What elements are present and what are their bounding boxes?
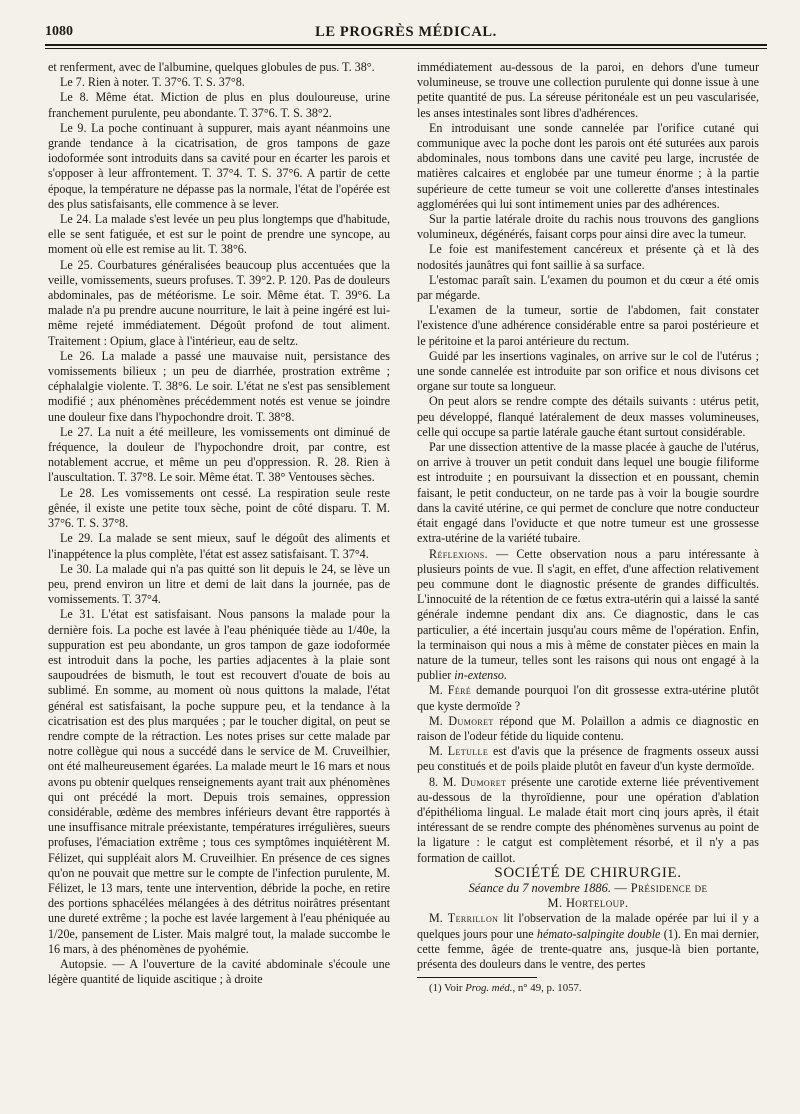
reflexions-paragraph bbox=[417, 547, 759, 684]
speaker-prefix: M. bbox=[429, 713, 449, 728]
paragraph: Le 27. La nuit a été meilleure, les vomissements ont diminué de fréquence, la douleur de l'hypochondre droit, par contre, est notablement accrue, et même un peu d'oppression. R. 28. Rien à l'auscultation. T. 37°8. Le soir. Même état. T. 38° Ventouses sèches. bbox=[48, 424, 390, 485]
seance-president: M. Horteloup. bbox=[547, 896, 629, 911]
reflexions-text: — Cette observation nous a paru intéressante à plusieurs points de vue. Il s'agit, en effet, d'une affection relativement peu commune dont le diagnostic présente de grandes difficultés. L'innocuité de la rétention de ce fœtus extra-utérin qui a laissé la santé générale indemne pendant dix ans. Ce diagnostic, dans le cas particulier, a été incertain jusqu'au cours même de l'opération. Enfin, la terminaison qui nous a mis à même de constater pièces en main la nature de la tumeur, telles sont les raisons qui nous ont engagé à la publier bbox=[417, 546, 759, 683]
paragraph: immédiatement au-dessous de la paroi, en dehors d'une tumeur volumineuse, se trouve une collection purulente qui donne issue à une petite quantité de pus. La séreuse péritonéale est un peu vascularisée, les anses intestinales sont libres d'adhérences. bbox=[417, 60, 759, 120]
discussion-text: répond que M. Polaillon a admis ce diagnostic en raison de l'odeur fétide du liquide contenu. bbox=[417, 713, 759, 743]
speaker-prefix: M. bbox=[429, 744, 448, 759]
paragraph: Le 28. Les vomissements ont cessé. La respiration seule reste gênée, il existe une petite toux sèche, point de côté disparu. T. M. 37°6. T. S. 37°8. bbox=[48, 485, 390, 531]
discussion-text: présente une carotide externe liée préventivement au-dessous de la thyroïdienne, pour une opération d'ablation d'épithélioma lingual. Le malade était mort cinq jours après, il était intéressant de se rendre compte des phénomènes survenus au point de la ligature : le catgut est complètement résorbé, et il n'y a pas formation de caillot. bbox=[417, 774, 759, 865]
discussion-paragraph bbox=[417, 714, 759, 744]
paragraph: Sur la partie latérale droite du rachis nous trouvons des ganglions volumineux, dégénérés, faisant corps pour ainsi dire avec la tumeur. bbox=[417, 212, 759, 242]
speaker-name: Féré bbox=[447, 683, 472, 698]
paragraph bbox=[417, 911, 759, 972]
paragraph: En introduisant une sonde cannelée par l'orifice cutané qui communique avec la poche dont les parois ont été suturées aux parois abdominales, nous tombons dans une cavité peu large, incrustée de matières calcaires et englobée par une tumeur énorme ; à la partie supérieure de cette tumeur se voit une collerette d'anses intestinales agglomérées qui lui sont intimement unies par des adhérences. bbox=[417, 120, 759, 211]
header-rule-thin bbox=[45, 48, 767, 49]
paragraph: Le foie est manifestement cancéreux et présente çà et là des nodosités jaunâtres qui font saillie à sa surface. bbox=[417, 242, 759, 272]
footnote-text: , n° 49, p. 1057. bbox=[512, 982, 582, 995]
speaker-name: Dumoret bbox=[461, 774, 507, 789]
paragraph: Le 8. Même état. Miction de plus en plus douloureuse, urine franchement purulente, peu abondante. T. 37°6. T. S. 38°2. bbox=[48, 90, 390, 120]
seance-presidence: — Présidence de bbox=[610, 880, 708, 895]
left-column bbox=[48, 60, 390, 987]
discussion-text: demande pourquoi l'on dit grossesse extra-utérine plutôt que kyste dermoïde ? bbox=[417, 683, 759, 713]
speaker-name: Terrillon bbox=[447, 911, 499, 926]
paragraph: Le 30. La malade qui n'a pas quitté son lit depuis le 24, se lève un peu, prend environ un litre et demi de lait dans la journée, pas de vomissements. T. 37°4. bbox=[48, 561, 390, 607]
paragraph: On peut alors se rendre compte des détails suivants : utérus petit, peu développé, flanqué latéralement de deux masses volumineuses, celle qui occupe sa partie latérale gauche étant surtout considérable. bbox=[417, 394, 759, 439]
journal-title: LE PROGRÈS MÉDICAL. bbox=[315, 24, 497, 40]
page-number: 1080 bbox=[45, 24, 73, 39]
paragraph: Le 7. Rien à noter. T. 37°6. T. S. 37°8. bbox=[60, 75, 245, 90]
reflexions-label: Réflexions. bbox=[429, 546, 489, 561]
seance-line bbox=[417, 881, 759, 896]
paragraph: Le 29. La malade se sent mieux, sauf le dégoût des aliments et l'inappétence la plus complète, l'état est assez satisfaisant. T. 37°4. bbox=[48, 531, 390, 561]
page-header bbox=[45, 22, 767, 42]
paragraph: Guidé par les insertions vaginales, on arrive sur le col de l'utérus ; une sonde cannelée est introduite par son orifice et nous divisons cet organe sur toute sa longueur. bbox=[417, 348, 759, 394]
paragraph-text: lit l'observation de la malade opérée par lui il y a quelques jours pour une bbox=[417, 911, 759, 941]
speaker-prefix: 8. M. bbox=[429, 774, 462, 789]
footnote-text: (1) Voir bbox=[429, 982, 466, 995]
seance-date: Séance du 7 novembre 1886. bbox=[468, 880, 611, 895]
paragraph: Le 24. La malade s'est levée un peu plus longtemps que d'habitude, elle se sent fatiguée, et est sur le point de prendre une syncope, au moment où elle est remise au lit. T. 38°6. bbox=[48, 212, 390, 257]
speaker-prefix: M. bbox=[429, 683, 448, 698]
footnote-italic: Prog. méd. bbox=[465, 982, 513, 995]
paragraph: Le 31. L'état est satisfaisant. Nous pansons la malade pour la dernière fois. La poche est lavée à l'eau phéniquée tiède au 1/40e, la suppuration est peu abondante, un gros tampon de gaze iodoformée est introduit dans la poche, les parties adjacentes à la plaie sont saupoudrées de bismuth, le tout est recouvert d'ouate de bois au sublimé. En somme, au moment où nous quittons la malade, l'état général est satisfaisant, la poche suppure peu, et la tendance à la cicatrisation est des plus marquées ; par le toucher digital, on peut se rendre compte de la rétraction. Les notes prises sur cette malade par notre collègue qui nous a succédé dans le service de M. Cruveilhier, ont été malheureusement égarées. La malade meurt le 16 mars et nous avons pu obtenir quelques renseignements ayant trait aux phénomènes qui ont précédé la mort. Depuis trois semaines, oppression considérable, œdème des membres inférieurs devant être rapportés à une insuffisance mitrale préexistante, températures irrégulières, sueurs profuses, l'émaciation extrême ; tous ces symptômes inquiétèrent M. Félizet, qui suppléait alors M. Cruveilhier. En présence de ces signes qu'on ne pouvait que mettre sur le compte de l'infection purulente, M. Félizet, le 13 mars, tente une intervention, débride la poche, en retire des portions sphacélées mélangées à des détritus noirâtres présentant une dureté extrême ; la poche est lavée largement à l'eau phéniquée au 1/20e, pansement de Lister. Mais malgré tout, la malade succombe le 16 mars, à des phénomènes de pyohémie. bbox=[48, 607, 390, 956]
paragraph: Le 9. La poche continuant à suppurer, mais ayant néanmoins une grande tendance à la cicatrisation, de gros tampons de gaze iodoformée sont introduits dans sa cavité pour en écarter les parois et s'opposer à leur affrontement. T. 37°4. T. S. 37°6. A partir de cette époque, la température ne dépasse pas la normale, l'état de l'opérée est des plus satisfaisants, elle commence à se lever. bbox=[48, 120, 390, 211]
paragraph: Autopsie. — A l'ouverture de la cavité abdominale s'écoule une légère quantité de liquide ascitique ; à droite bbox=[48, 956, 390, 987]
header-rule-thick bbox=[45, 44, 767, 46]
paragraph: L'estomac paraît sain. L'examen du poumon et du cœur a été omis par mégarde. bbox=[417, 272, 759, 303]
paragraph: L'examen de la tumeur, sortie de l'abdomen, fait constater l'existence d'une adhérence considérable entre sa paroi postérieure et le péritoine et la paroi antérieure du rectum. bbox=[417, 303, 759, 348]
reflexions-italic: in-extenso. bbox=[454, 668, 508, 683]
footnote bbox=[417, 981, 759, 996]
paragraph-text: (1). En mai dernier, cette femme, âgée de trente-quatre ans, jusque-là bien portante, présenta des douleurs dans le ventre, des pertes bbox=[417, 926, 760, 971]
right-column bbox=[417, 60, 759, 996]
paragraph: Par une dissection attentive de la masse placée à gauche de l'utérus, on arrive à trouver un petit conduit dans lequel une bougie filiforme est introduite ; en poursuivant la dissection et en poussant, chemin faisant, le petit conducteur, on ne tarde pas à voir la bougie sourdre dans la cavité utérine, ce qui permet de conclure que notre conducteur était engagé dans l'oviducte et que notre tumeur est une grossesse extra-utérine de la variété tubaire. bbox=[417, 440, 759, 546]
speaker-name: Dumoret bbox=[448, 713, 494, 728]
discussion-text: est d'avis que la présence de fragments osseux aussi peu constitués et de poils plaide plutôt en faveur d'un kyste dermoïde. bbox=[417, 744, 759, 774]
paragraph: et renferment, avec de l'albumine, quelques globules de pus. T. 38°. bbox=[48, 60, 375, 74]
paragraph: Le 26. La malade a passé une mauvaise nuit, persistance des vomissements bilieux ; un peu de diarrhée, prostration extrême ; céphalalgie violente. T. 38°6. Le soir. L'état ne s'est pas sensiblement modifié ; aux phénomènes précédemment notés est venue se joindre une douleur fixe dans l'hypochondre droit. T. 38°8. bbox=[48, 348, 390, 424]
speaker-name: Letulle bbox=[447, 744, 489, 759]
footnote-rule bbox=[417, 977, 537, 978]
paragraph-italic: hémato-salpingite double bbox=[536, 926, 661, 941]
discussion-paragraph bbox=[417, 775, 759, 866]
discussion-paragraph bbox=[417, 744, 759, 774]
speaker-prefix: M. bbox=[429, 911, 448, 926]
discussion-paragraph bbox=[417, 683, 759, 713]
section-title: SOCIÉTÉ DE CHIRURGIE. bbox=[494, 864, 682, 881]
paragraph: Le 25. Courbatures généralisées beaucoup plus accentuées que la veille, vomissements, sueurs profuses. T. 39°2. P. 120. Pas de douleurs abdominales, pas de météorisme. Le soir. Même état. T. 39°6. La malade n'a pu prendre aucune nourriture, le lait à peine ingéré est lui-même rejeté immédiatement. Dégoût profond de tout aliment. Traitement : Opium, glace à l'intérieur, eau de seltz. bbox=[48, 257, 390, 348]
